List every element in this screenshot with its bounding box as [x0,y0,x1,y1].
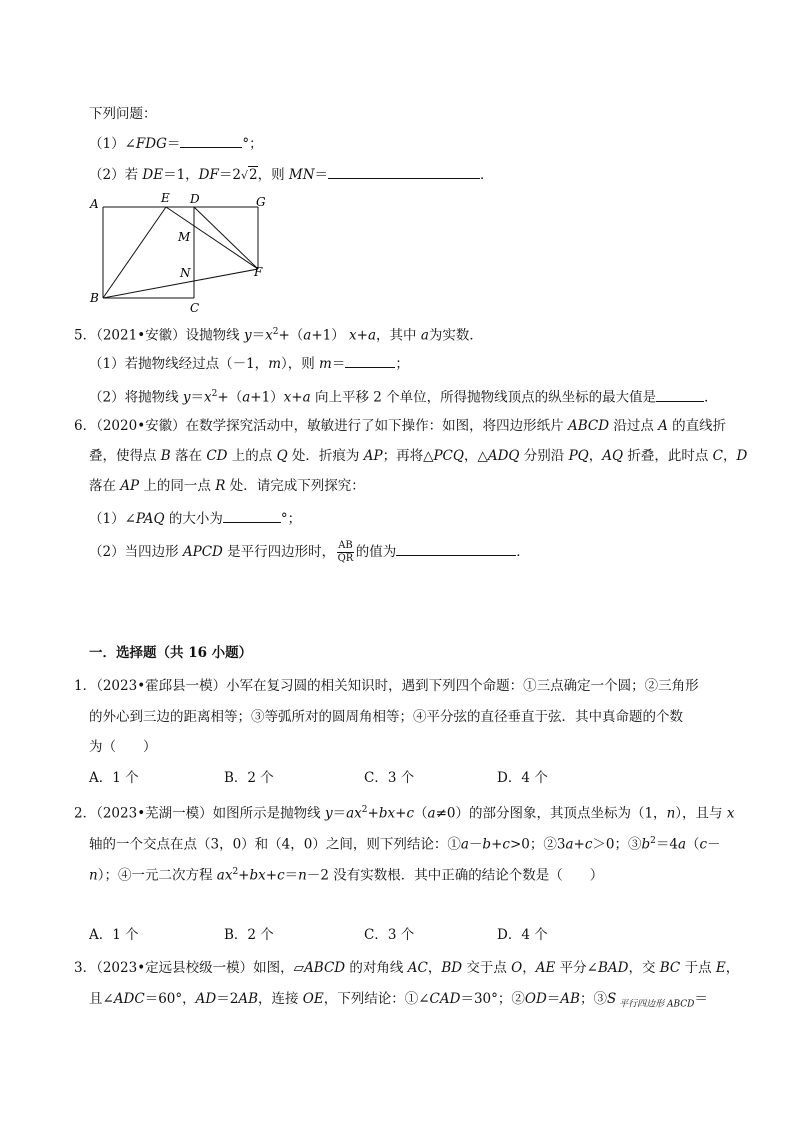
segment-be [103,207,166,298]
option-d[interactable]: D．4 个 [497,770,548,786]
segment-df [194,207,258,269]
problem-5-stem: 5．（2021•安徽）设抛物线 $y=x^2+(a+1)$ x+a，其中 a为实数． [74,327,483,344]
choice-1-line-1: 1．（2023•霍邱县一模）小军在复习圆的相关知识时，遇到下列四个命题：①三点确定一个圆；②三角形 [74,678,699,694]
option-a[interactable]: A．1 个 [89,927,139,943]
choice-1-line-3: 为（ ） [89,739,157,755]
choice-2-line-2: 轴的一个交点在点（3，0）和（4，0）之间，则下列结论：①a－b+c>0；②3a+c＞0；$③b^2=4a(c-$ [89,836,721,853]
answer-blank[interactable] [656,387,704,402]
answer-blank[interactable] [328,164,480,179]
fraction-ab-qr: $\frac{AB}{QR}$ [337,540,354,564]
label-b: B [90,291,99,305]
option-c[interactable]: C．3 个 [364,927,415,943]
choice-1-options [89,768,589,788]
answer-blank[interactable] [223,508,281,523]
label-e: E [161,191,170,205]
option-b[interactable]: B．2 个 [224,927,274,943]
choice-3-line-1: 3．（2023•定远县校级一模）如图，▱ABCD 的对角线 AC，BD 交于点 O，AE 平分∠BAD，交 BC 于点 E， [74,960,740,976]
problem-6-q1: （1）∠PAQ 的大小为 °； [89,508,301,529]
problem-6-line-1: 6．（2020•安徽）在数学探究活动中，敏敏进行了如下操作：如图，将四边形纸片 ABCD 沿过点 A 的直线折 [74,418,727,434]
problem-6-line-3: 落在 AP 上的同一点 R 处．请完成下列探究： [89,478,365,494]
problem-6-line-2: 叠，使得点 B 落在 CD 上的点 Q 处．折痕为 AP；再将△PCQ，△ADQ 分别沿 PQ，AQ 折叠，此时点 C，D [89,448,748,464]
prev-intro: 下列问题： [89,106,157,122]
label-m: M [178,230,191,244]
section-title: 一．选择题（共 16 小题） [89,645,253,661]
choice-2-line-1: 2．（2023•芜湖一模）如图所示是抛物线 $y=ax^2+bx+c(a\ne 0)$的部分图象，其顶点坐标为（1，n），且与 x [74,805,735,822]
choice-2-line-3: n）；④一元二次方程 $ax^2+bx+c=n-2$ 没有实数根．其中正确的结论个数是（ ） [89,867,604,884]
problem-5-q1: （1）若抛物线经过点（－1，m），则 m＝ ； [89,353,409,374]
answer-blank[interactable] [345,353,395,368]
prev-q1: （1）∠FDG＝ °； [89,133,263,154]
problem-5-q2: （2）将抛物线 $y=x^2+(a+1)x+a$ 向上平移 2 个单位，所得抛物线顶点的纵坐标的最大值是 ． [89,384,718,408]
option-d[interactable]: D．4 个 [497,927,548,943]
geometry-figure [86,190,276,315]
label-g: G [256,195,266,209]
choice-2-options [89,925,589,945]
prev-q2: （2）若 DE＝1，DF＝2√2，则 MN＝ ． [89,164,494,186]
label-d: D [190,192,200,206]
problem-6-q2: （2）当四边形 APCD 是平行四边形时， $\frac{AB}{QR}$ 的值为 ． [89,540,530,564]
label-n: N [180,266,191,280]
option-a[interactable]: A．1 个 [89,770,139,786]
label-a: A [90,197,99,211]
choice-3-line-2: 且∠ADC＝60°，AD＝2AB，连接 OE，下列结论：①∠CAD＝30°；②OD＝AB；③S $_{平行四边形 ABCD}$＝ [89,991,708,1010]
option-c[interactable]: C．3 个 [364,770,415,786]
label-c: C [190,301,200,315]
answer-blank[interactable] [180,133,242,148]
label-f: F [254,265,263,279]
choice-1-line-2: 的外心到三边的距离相等；③等弧所对的圆周角相等；④平分弦的直径垂直于弦．其中真命题的个数 [89,709,683,725]
option-b[interactable]: B．2 个 [224,770,274,786]
answer-blank[interactable] [396,541,516,556]
